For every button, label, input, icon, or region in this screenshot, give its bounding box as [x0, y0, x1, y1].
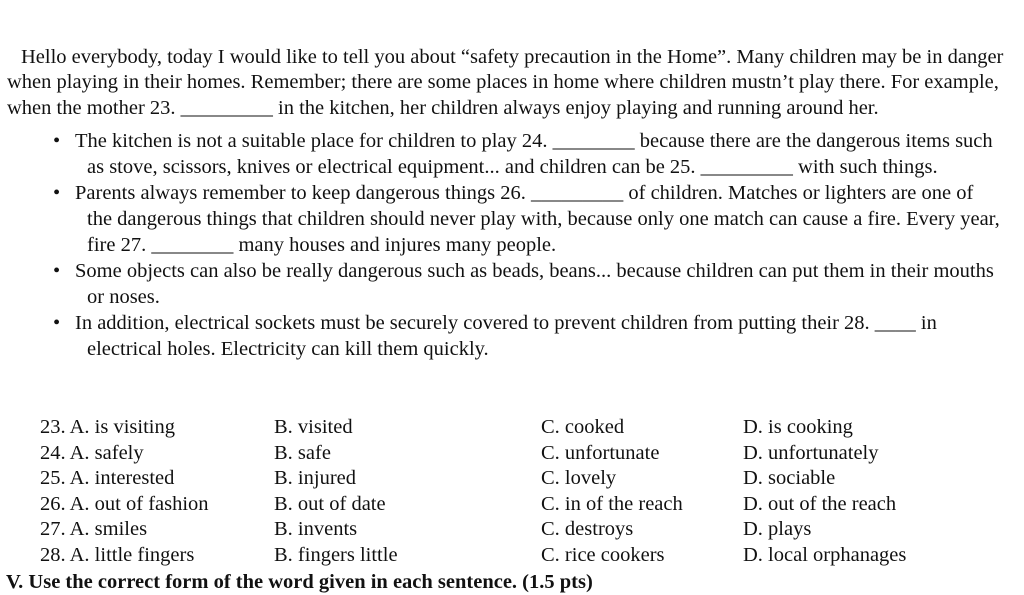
- answer-row: [0, 466, 1024, 492]
- bullet-text: Parents always remember to keep dangerous things 26. _________ of children. Matches or lighters are one of the dangerous things that children should never play with, because only one match can cause a fire. Every year, fire 27. ________ many houses and injures many people.: [75, 182, 1000, 256]
- option-c: C. unfortunate: [541, 441, 660, 464]
- answer-row: [0, 415, 1024, 441]
- answer-options-table: [0, 415, 1024, 569]
- bullet-item: [0, 310, 1024, 362]
- option-a: 23. A. is visiting: [40, 416, 175, 438]
- option-c: C. rice cookers: [541, 543, 665, 566]
- option-d: D. sociable: [743, 467, 836, 490]
- answer-row: [0, 441, 1024, 467]
- bullet-text: The kitchen is not a suitable place for children to play 24. ________ because there are the dangerous items such as stove, scissors, knives or electrical equipment... and children can be 25. _________ with such things.: [75, 130, 993, 178]
- bullet-dot-icon: •: [53, 182, 61, 204]
- next-section-heading: V. Use the correct form of the word given in each sentence. (1.5 pts): [6, 571, 593, 593]
- option-d: D. local orphanages: [743, 543, 907, 566]
- bullet-item: [0, 180, 1024, 258]
- option-b: B. out of date: [274, 492, 386, 515]
- option-a: 25. A. interested: [40, 467, 175, 490]
- option-d: D. plays: [743, 518, 812, 541]
- option-c: C. in of the reach: [541, 492, 683, 515]
- bullet-text: In addition, electrical sockets must be securely covered to prevent children from putting their 28. ____ in electrical holes. Electricity can kill them quickly.: [75, 312, 937, 360]
- option-b: B. fingers little: [274, 543, 398, 566]
- bullet-item: [0, 258, 1024, 310]
- option-c: C. destroys: [541, 518, 634, 541]
- option-d: D. is cooking: [743, 416, 853, 438]
- answer-row: [0, 543, 1024, 569]
- option-d: D. out of the reach: [743, 492, 897, 515]
- option-c: C. cooked: [541, 416, 625, 438]
- answer-row: [0, 517, 1024, 543]
- option-b: B. safe: [274, 441, 331, 464]
- option-b: B. invents: [274, 518, 358, 541]
- bullet-text: Some objects can also be really dangerous such as beads, beans... because children can put them in their mouths or noses.: [75, 260, 994, 308]
- answer-row: [0, 492, 1024, 518]
- option-a: 26. A. out of fashion: [40, 492, 209, 515]
- bullet-item: [0, 128, 1024, 180]
- bullet-dot-icon: •: [53, 260, 61, 282]
- intro-paragraph: Hello everybody, today I would like to tell you about “safety precaution in the Home”. Many children may be in danger when playing in their homes. Remember; there are some places in home where children mustn’t play there. For example, when the mother 23. _________ in the kitchen, her children always enjoy playing and running around her.: [7, 45, 1004, 120]
- option-a: 24. A. safely: [40, 441, 144, 464]
- bullet-list: [0, 128, 1024, 362]
- bullet-dot-icon: •: [53, 130, 61, 152]
- option-a: 28. A. little fingers: [40, 543, 195, 566]
- option-b: B. visited: [274, 416, 353, 438]
- option-b: B. injured: [274, 467, 356, 490]
- option-d: D. unfortunately: [743, 441, 879, 464]
- bullet-dot-icon: •: [53, 312, 61, 334]
- option-a: 27. A. smiles: [40, 518, 148, 541]
- option-c: C. lovely: [541, 467, 617, 490]
